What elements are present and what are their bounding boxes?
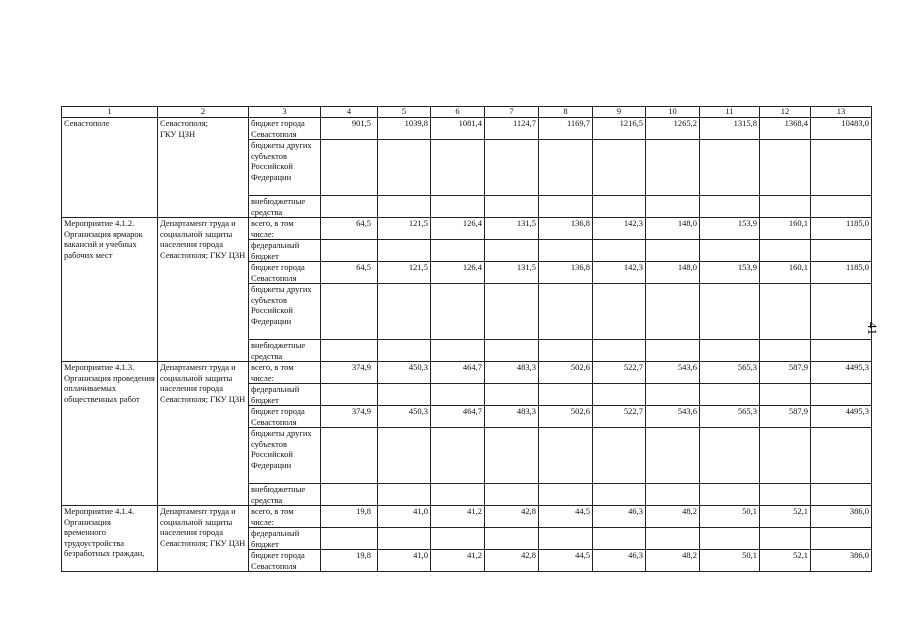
value-cell: 374,9 <box>321 362 378 384</box>
executor-cell: Департамент труда и социальной защиты населения города Севастополя; ГКУ ЦЗН <box>158 362 249 506</box>
value-cell: 52,1 <box>760 550 811 572</box>
value-cell: 522,7 <box>593 362 646 384</box>
value-cell: 136,8 <box>539 262 593 284</box>
value-cell: 121,5 <box>378 218 431 240</box>
value-cell: 160,1 <box>760 262 811 284</box>
value-cell <box>646 428 700 484</box>
executor-cell: Департамент труда и социальной защиты населения города Севастополя; ГКУ ЦЗН <box>158 506 249 572</box>
value-cell <box>593 428 646 484</box>
value-cell <box>321 384 378 406</box>
value-cell <box>378 284 431 340</box>
value-cell: 374,9 <box>321 406 378 428</box>
value-cell <box>593 484 646 506</box>
column-header: 6 <box>431 107 485 118</box>
value-cell <box>321 240 378 262</box>
value-cell <box>593 340 646 362</box>
value-cell: 386,0 <box>811 506 872 528</box>
funding-source-cell: бюджет города Севастополя <box>249 262 321 284</box>
value-cell <box>539 140 593 196</box>
value-cell <box>378 528 431 550</box>
value-cell: 41,0 <box>378 506 431 528</box>
value-cell <box>811 140 872 196</box>
value-cell <box>760 284 811 340</box>
funding-source-cell: всего, в том числе: <box>249 218 321 240</box>
value-cell <box>593 240 646 262</box>
value-cell: 50,1 <box>700 506 760 528</box>
column-header: 7 <box>485 107 539 118</box>
value-cell: 4495,3 <box>811 362 872 384</box>
funding-source-cell: бюджет города Севастополя <box>249 118 321 140</box>
value-cell: 50,1 <box>700 550 760 572</box>
value-cell: 41,0 <box>378 550 431 572</box>
value-cell <box>378 240 431 262</box>
value-cell: 46,3 <box>593 550 646 572</box>
value-cell: 148,0 <box>646 262 700 284</box>
value-cell: 46,3 <box>593 506 646 528</box>
value-cell: 1124,7 <box>485 118 539 140</box>
value-cell: 386,0 <box>811 550 872 572</box>
value-cell <box>760 196 811 218</box>
value-cell <box>646 240 700 262</box>
value-cell: 1216,5 <box>593 118 646 140</box>
value-cell <box>811 428 872 484</box>
value-cell <box>378 340 431 362</box>
value-cell: 450,3 <box>378 362 431 384</box>
value-cell <box>539 484 593 506</box>
column-header: 13 <box>811 107 872 118</box>
funding-source-cell: внебюджетные средства <box>249 196 321 218</box>
value-cell <box>431 284 485 340</box>
value-cell <box>593 196 646 218</box>
value-cell: 1368,4 <box>760 118 811 140</box>
table-body <box>62 107 872 572</box>
funding-source-cell: всего, в том числе: <box>249 506 321 528</box>
value-cell: 1265,2 <box>646 118 700 140</box>
value-cell <box>700 428 760 484</box>
value-cell: 19,8 <box>321 550 378 572</box>
value-cell: 543,6 <box>646 406 700 428</box>
value-cell <box>700 384 760 406</box>
value-cell <box>485 196 539 218</box>
column-header: 2 <box>158 107 249 118</box>
value-cell <box>760 240 811 262</box>
value-cell: 1081,4 <box>431 118 485 140</box>
value-cell: 522,7 <box>593 406 646 428</box>
table-row <box>62 118 872 140</box>
value-cell: 1039,8 <box>378 118 431 140</box>
value-cell <box>539 528 593 550</box>
value-cell <box>321 284 378 340</box>
measure-name-cell: Мероприятие 4.1.4. Организация временного трудоустройства безработных граждан, <box>62 506 158 572</box>
value-cell <box>378 428 431 484</box>
column-header: 9 <box>593 107 646 118</box>
funding-source-cell: бюджет города Севастополя <box>249 406 321 428</box>
value-cell <box>811 384 872 406</box>
value-cell: 587,9 <box>760 362 811 384</box>
value-cell <box>646 196 700 218</box>
value-cell <box>593 528 646 550</box>
value-cell: 153,9 <box>700 218 760 240</box>
value-cell <box>811 240 872 262</box>
value-cell: 464,7 <box>431 406 485 428</box>
value-cell: 450,3 <box>378 406 431 428</box>
executor-cell: Департамент труда и социальной защиты населения города Севастополя; ГКУ ЦЗН <box>158 218 249 362</box>
value-cell <box>431 240 485 262</box>
value-cell: 4495,3 <box>811 406 872 428</box>
funding-source-cell: бюджеты других субъектов Российской Федерации <box>249 428 321 484</box>
value-cell <box>700 196 760 218</box>
funding-source-cell: федеральный бюджет <box>249 384 321 406</box>
value-cell <box>700 528 760 550</box>
value-cell: 41,2 <box>431 550 485 572</box>
value-cell <box>760 384 811 406</box>
value-cell <box>431 484 485 506</box>
value-cell <box>646 384 700 406</box>
page-number: 41 <box>865 322 880 335</box>
measure-name-cell: Мероприятие 4.1.2. Организация ярмарок вакансий и учебных рабочих мест <box>62 218 158 362</box>
value-cell: 48,2 <box>646 550 700 572</box>
value-cell: 483,3 <box>485 362 539 384</box>
funding-source-cell: бюджеты других субъектов Российской Федерации <box>249 140 321 196</box>
value-cell: 1185,0 <box>811 262 872 284</box>
value-cell <box>700 340 760 362</box>
value-cell <box>485 140 539 196</box>
value-cell <box>646 140 700 196</box>
value-cell <box>485 384 539 406</box>
value-cell <box>321 340 378 362</box>
measure-name-cell: Мероприятие 4.1.3. Организация проведения оплачиваемых общественных работ <box>62 362 158 506</box>
value-cell <box>539 340 593 362</box>
value-cell: 587,9 <box>760 406 811 428</box>
value-cell: 44,5 <box>539 550 593 572</box>
value-cell: 1315,8 <box>700 118 760 140</box>
value-cell <box>700 284 760 340</box>
value-cell <box>539 196 593 218</box>
value-cell: 483,3 <box>485 406 539 428</box>
value-cell: 153,9 <box>700 262 760 284</box>
value-cell <box>811 484 872 506</box>
value-cell <box>485 284 539 340</box>
value-cell <box>431 428 485 484</box>
value-cell <box>485 340 539 362</box>
value-cell <box>646 284 700 340</box>
table-row <box>62 506 872 528</box>
column-header: 10 <box>646 107 700 118</box>
budget-table <box>61 106 872 572</box>
value-cell: 44,5 <box>539 506 593 528</box>
value-cell <box>431 196 485 218</box>
value-cell: 42,8 <box>485 506 539 528</box>
value-cell <box>811 340 872 362</box>
value-cell: 1185,0 <box>811 218 872 240</box>
value-cell: 131,5 <box>485 218 539 240</box>
column-header: 4 <box>321 107 378 118</box>
column-header: 8 <box>539 107 593 118</box>
value-cell <box>760 484 811 506</box>
table-row <box>62 362 872 384</box>
measure-name-cell: Севастополе <box>62 118 158 218</box>
value-cell <box>760 340 811 362</box>
value-cell <box>593 140 646 196</box>
value-cell <box>378 196 431 218</box>
value-cell <box>646 528 700 550</box>
value-cell: 131,5 <box>485 262 539 284</box>
funding-source-cell: бюджеты других субъектов Российской Федерации <box>249 284 321 340</box>
value-cell <box>321 140 378 196</box>
column-header: 5 <box>378 107 431 118</box>
value-cell <box>760 140 811 196</box>
value-cell <box>321 428 378 484</box>
value-cell <box>593 284 646 340</box>
value-cell: 10483,0 <box>811 118 872 140</box>
value-cell: 42,8 <box>485 550 539 572</box>
value-cell: 543,6 <box>646 362 700 384</box>
funding-source-cell: внебюджетные средства <box>249 340 321 362</box>
value-cell <box>700 240 760 262</box>
value-cell <box>431 528 485 550</box>
value-cell: 64,5 <box>321 218 378 240</box>
executor-cell: Севастополя; ГКУ ЦЗН <box>158 118 249 218</box>
value-cell: 64,5 <box>321 262 378 284</box>
column-header: 1 <box>62 107 158 118</box>
funding-source-cell: федеральный бюджет <box>249 240 321 262</box>
value-cell: 565,3 <box>700 406 760 428</box>
value-cell <box>760 528 811 550</box>
value-cell: 142,3 <box>593 262 646 284</box>
value-cell <box>646 484 700 506</box>
value-cell <box>811 284 872 340</box>
value-cell <box>700 484 760 506</box>
value-cell <box>646 340 700 362</box>
value-cell <box>321 484 378 506</box>
value-cell: 160,1 <box>760 218 811 240</box>
value-cell <box>539 384 593 406</box>
value-cell: 142,3 <box>593 218 646 240</box>
funding-source-cell: бюджет города Севастополя <box>249 550 321 572</box>
value-cell <box>539 240 593 262</box>
value-cell <box>378 140 431 196</box>
value-cell: 1169,7 <box>539 118 593 140</box>
value-cell: 121,5 <box>378 262 431 284</box>
value-cell <box>378 484 431 506</box>
value-cell <box>539 284 593 340</box>
value-cell: 565,3 <box>700 362 760 384</box>
value-cell: 502,6 <box>539 362 593 384</box>
value-cell <box>811 196 872 218</box>
value-cell <box>431 384 485 406</box>
value-cell <box>431 340 485 362</box>
value-cell: 126,4 <box>431 218 485 240</box>
value-cell <box>485 528 539 550</box>
value-cell <box>700 140 760 196</box>
value-cell: 52,1 <box>760 506 811 528</box>
value-cell: 126,4 <box>431 262 485 284</box>
value-cell <box>485 484 539 506</box>
value-cell: 901,5 <box>321 118 378 140</box>
value-cell <box>539 428 593 484</box>
value-cell: 48,2 <box>646 506 700 528</box>
value-cell <box>321 528 378 550</box>
column-header: 3 <box>249 107 321 118</box>
value-cell <box>811 528 872 550</box>
value-cell: 148,0 <box>646 218 700 240</box>
column-header: 12 <box>760 107 811 118</box>
funding-source-cell: внебюджетные средства <box>249 484 321 506</box>
header-row <box>62 107 872 118</box>
column-header: 11 <box>700 107 760 118</box>
funding-source-cell: всего, в том числе: <box>249 362 321 384</box>
value-cell <box>431 140 485 196</box>
value-cell: 41,2 <box>431 506 485 528</box>
value-cell <box>485 428 539 484</box>
value-cell: 464,7 <box>431 362 485 384</box>
value-cell <box>378 384 431 406</box>
value-cell <box>485 240 539 262</box>
funding-source-cell: федеральный бюджет <box>249 528 321 550</box>
value-cell <box>321 196 378 218</box>
value-cell: 502,6 <box>539 406 593 428</box>
value-cell: 136,8 <box>539 218 593 240</box>
value-cell <box>760 428 811 484</box>
value-cell: 19,8 <box>321 506 378 528</box>
table-row <box>62 218 872 240</box>
value-cell <box>593 384 646 406</box>
